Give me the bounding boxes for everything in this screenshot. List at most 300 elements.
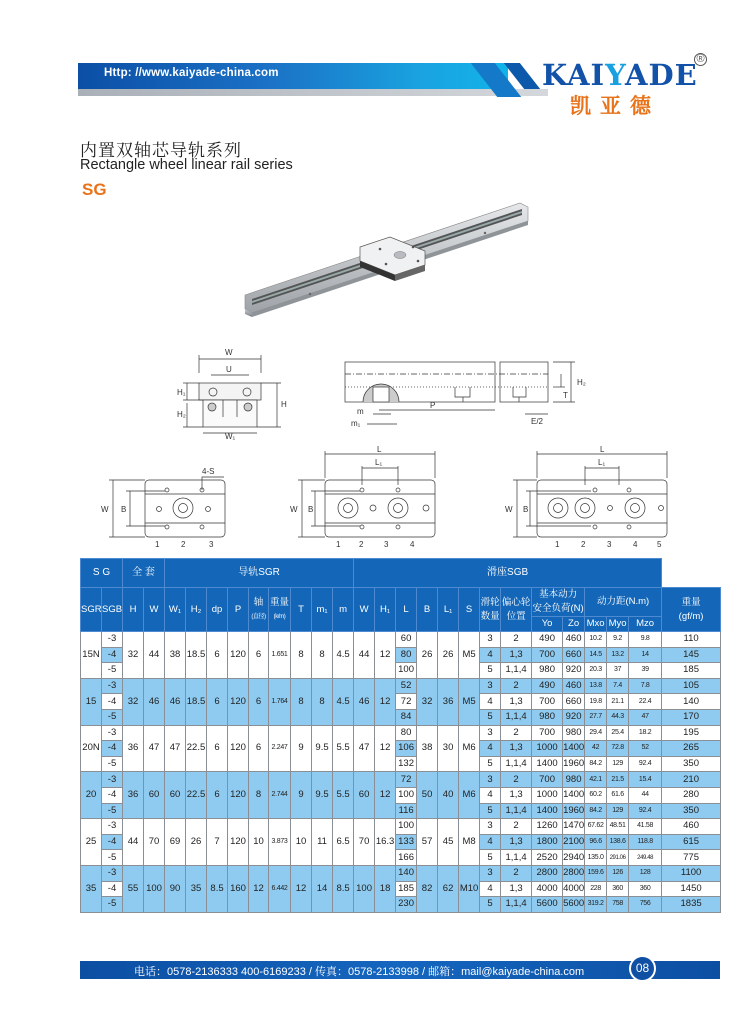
table-cell: 84.2 <box>585 756 607 772</box>
table-cell: 9 <box>291 772 312 819</box>
table-cell: 110 <box>662 632 721 648</box>
table-cell: 47 <box>165 725 186 772</box>
table-cell: 9 <box>291 725 312 772</box>
header-block: 滑座SGB <box>354 559 662 588</box>
col-sgb: SGB <box>102 588 123 632</box>
table-cell: 25 <box>81 819 102 866</box>
table-cell: 9.5 <box>312 772 333 819</box>
table-cell: 1,3 <box>501 881 532 897</box>
table-cell: 84 <box>396 709 417 725</box>
table-cell: 60 <box>354 772 375 819</box>
table-cell: 32 <box>417 678 438 725</box>
logo-text-accent: Y <box>605 58 625 92</box>
table-cell: 46 <box>354 678 375 725</box>
table-cell: 12 <box>291 865 312 912</box>
col-wheels-label: 滑轮 <box>480 596 500 608</box>
col-moment: 动力距(N.m) <box>585 588 662 617</box>
col-load-sub: 安全负荷(N) <box>532 603 584 614</box>
table-cell: 1835 <box>662 897 721 913</box>
table-cell: 13.2 <box>607 647 629 663</box>
registered-mark-icon: ® <box>694 53 707 66</box>
svg-text:H₁: H₁ <box>177 388 186 397</box>
table-cell: 39 <box>629 663 662 679</box>
table-cell: 62 <box>438 865 459 912</box>
svg-text:T: T <box>563 391 568 400</box>
table-cell: 10 <box>291 819 312 866</box>
table-cell: 36 <box>123 725 144 772</box>
table-cell: M5 <box>459 678 480 725</box>
table-cell: 8 <box>291 678 312 725</box>
col-h: H <box>123 588 144 632</box>
side-view-drawing <box>335 352 605 432</box>
col-m: m <box>333 588 354 632</box>
svg-text:B: B <box>308 505 314 514</box>
svg-text:5: 5 <box>657 540 662 549</box>
table-cell: 67.62 <box>585 819 607 835</box>
product-rail-image <box>240 195 540 320</box>
table-cell: 3 <box>480 865 501 881</box>
col-t: T <box>291 588 312 632</box>
table-cell: 166 <box>396 850 417 866</box>
table-cell: 129 <box>607 803 629 819</box>
col-eccentric <box>501 588 532 632</box>
table-cell: 8 <box>312 678 333 725</box>
col-mzo: Mzo <box>629 617 662 632</box>
table-cell: 18.5 <box>186 632 207 679</box>
table-cell: 100 <box>396 787 417 803</box>
table-cell: 15N <box>81 632 102 679</box>
col-weight <box>269 588 291 632</box>
table-cell: -4 <box>102 694 123 710</box>
table-cell: 1000 <box>532 741 563 757</box>
table-cell: 120 <box>228 772 249 819</box>
svg-text:W₁: W₁ <box>225 432 236 441</box>
table-cell: 3 <box>480 819 501 835</box>
table-cell: -5 <box>102 756 123 772</box>
table-cell: 280 <box>662 787 721 803</box>
table-cell: -5 <box>102 709 123 725</box>
svg-text:1: 1 <box>155 540 160 549</box>
table-cell: 170 <box>662 709 721 725</box>
table-cell: -4 <box>102 881 123 897</box>
table-cell: 5.5 <box>333 725 354 772</box>
table-cell: 1800 <box>532 834 563 850</box>
table-cell: 980 <box>563 725 585 741</box>
svg-text:W: W <box>101 505 109 514</box>
table-cell: 21.5 <box>607 772 629 788</box>
table-cell: 105 <box>662 678 721 694</box>
table-cell: 10.2 <box>585 632 607 648</box>
table-cell: 12 <box>375 772 396 819</box>
table-cell: 980 <box>532 709 563 725</box>
table-cell: 140 <box>396 865 417 881</box>
table-cell: 1400 <box>532 756 563 772</box>
table-cell: 1,1,4 <box>501 803 532 819</box>
table-row <box>81 865 721 881</box>
table-cell: 5.5 <box>333 772 354 819</box>
table-row <box>81 678 721 694</box>
table-cell: 14.5 <box>585 647 607 663</box>
table-cell: 8.5 <box>207 865 228 912</box>
table-cell: 700 <box>532 647 563 663</box>
table-cell: 6.5 <box>333 819 354 866</box>
col-s: S <box>459 588 480 632</box>
table-cell: 19.8 <box>585 694 607 710</box>
table-cell: 4 <box>480 834 501 850</box>
table-cell: 8 <box>249 772 269 819</box>
table-cell: 5600 <box>563 897 585 913</box>
table-cell: 40 <box>438 772 459 819</box>
table-cell: 249.48 <box>629 850 662 866</box>
table-cell: 1,1,4 <box>501 663 532 679</box>
table-cell: 12 <box>375 632 396 679</box>
table-cell: 18.2 <box>629 725 662 741</box>
col-b: B <box>417 588 438 632</box>
table-cell: 70 <box>144 819 165 866</box>
table-cell: 16.3 <box>375 819 396 866</box>
col-eccentric-label: 偏心轮 <box>501 596 531 608</box>
table-cell: 6 <box>207 678 228 725</box>
table-cell: 2 <box>501 772 532 788</box>
table-cell: 118.8 <box>629 834 662 850</box>
table-cell: 32 <box>123 632 144 679</box>
table-cell: 7.4 <box>607 678 629 694</box>
table-cell: 490 <box>532 678 563 694</box>
table-cell: 70 <box>354 819 375 866</box>
header-rail: 导轨SGR <box>165 559 354 588</box>
table-cell: 96.6 <box>585 834 607 850</box>
col-h1: H₁ <box>375 588 396 632</box>
table-cell: 1.764 <box>269 678 291 725</box>
table-cell: 72 <box>396 694 417 710</box>
table-cell: 46 <box>144 678 165 725</box>
table-cell: 106 <box>396 741 417 757</box>
header-full-set: 全 套 <box>123 559 165 588</box>
table-cell: 700 <box>532 725 563 741</box>
table-cell: 42 <box>585 741 607 757</box>
table-cell: 38 <box>165 632 186 679</box>
table-cell: 6 <box>249 725 269 772</box>
table-cell: 35 <box>186 865 207 912</box>
table-cell: 210 <box>662 772 721 788</box>
svg-text:4: 4 <box>633 540 638 549</box>
table-cell: 2940 <box>563 850 585 866</box>
table-cell: 1,3 <box>501 787 532 803</box>
table-cell: 135.0 <box>585 850 607 866</box>
table-cell: 291.06 <box>607 850 629 866</box>
table-cell: 44 <box>354 632 375 679</box>
table-cell: 60 <box>165 772 186 819</box>
table-cell: 52 <box>396 678 417 694</box>
table-cell: 2 <box>501 725 532 741</box>
table-cell: 80 <box>396 725 417 741</box>
table-cell: 1450 <box>662 881 721 897</box>
table-cell: -3 <box>102 725 123 741</box>
table-cell: 11 <box>312 819 333 866</box>
table-cell: 32 <box>123 678 144 725</box>
table-cell: 350 <box>662 756 721 772</box>
spec-table <box>80 558 721 913</box>
table-cell: 22.5 <box>186 772 207 819</box>
page-title-en: Rectangle wheel linear rail series <box>80 157 293 173</box>
col-load <box>532 588 585 617</box>
table-cell: 1960 <box>563 803 585 819</box>
top-view-5-wheel-drawing <box>495 445 680 550</box>
table-cell: 3 <box>480 632 501 648</box>
table-cell: 9.2 <box>607 632 629 648</box>
table-cell: 1,1,4 <box>501 850 532 866</box>
top-view-4-wheel-drawing <box>290 445 450 550</box>
table-cell: 92.4 <box>629 756 662 772</box>
table-cell: 145 <box>662 647 721 663</box>
table-cell: 228 <box>585 881 607 897</box>
col-block-weight-sub: (gf/m) <box>678 610 704 622</box>
table-cell: 60 <box>396 632 417 648</box>
table-cell: 4 <box>480 787 501 803</box>
table-cell: 18 <box>375 865 396 912</box>
table-cell: 44 <box>629 787 662 803</box>
table-cell: 57 <box>417 819 438 866</box>
table-cell: 20.3 <box>585 663 607 679</box>
svg-text:3: 3 <box>209 540 214 549</box>
table-cell: 12 <box>249 865 269 912</box>
col-shaft-label: 轴 <box>253 596 264 608</box>
table-cell: 3 <box>480 678 501 694</box>
table-cell: 20N <box>81 725 102 772</box>
col-mxo: Mxo <box>585 617 607 632</box>
table-cell: 100 <box>144 865 165 912</box>
table-cell: 319.2 <box>585 897 607 913</box>
table-cell: 128 <box>629 865 662 881</box>
table-cell: 1,1,4 <box>501 756 532 772</box>
table-cell: 4 <box>480 647 501 663</box>
table-cell: 8 <box>291 632 312 679</box>
svg-text:H₂: H₂ <box>577 378 586 387</box>
table-cell: M8 <box>459 819 480 866</box>
table-cell: 21.1 <box>607 694 629 710</box>
col-w1: W₁ <box>165 588 186 632</box>
top-view-3-wheel-drawing <box>95 460 235 550</box>
table-cell: 3.873 <box>269 819 291 866</box>
table-cell: 15 <box>81 678 102 725</box>
table-row <box>81 819 721 835</box>
page-title-cn: 内置双轴芯导轨系列 <box>80 141 242 160</box>
table-cell: 1400 <box>563 741 585 757</box>
table-cell: M5 <box>459 632 480 679</box>
table-cell: 460 <box>563 632 585 648</box>
brand-logo-cn: 凯亚德 <box>570 95 660 118</box>
table-cell: 2800 <box>563 865 585 881</box>
table-cell: 22.4 <box>629 694 662 710</box>
table-cell: -3 <box>102 865 123 881</box>
svg-text:W: W <box>225 348 233 357</box>
table-cell: 8 <box>312 632 333 679</box>
table-cell: 47 <box>354 725 375 772</box>
table-cell: 185 <box>396 881 417 897</box>
col-shaft <box>249 588 269 632</box>
series-code: SG <box>82 180 107 199</box>
table-cell: 22.5 <box>186 725 207 772</box>
table-cell: 9.8 <box>629 632 662 648</box>
svg-text:L: L <box>600 445 605 454</box>
table-cell: -3 <box>102 772 123 788</box>
table-cell: 2 <box>501 819 532 835</box>
table-cell: 72 <box>396 772 417 788</box>
col-block-w: W <box>354 588 375 632</box>
table-cell: 230 <box>396 897 417 913</box>
table-cell: -5 <box>102 897 123 913</box>
table-cell: 45 <box>438 819 459 866</box>
svg-text:B: B <box>121 505 127 514</box>
table-cell: -5 <box>102 850 123 866</box>
svg-text:P: P <box>430 401 436 410</box>
table-cell: 2 <box>501 865 532 881</box>
table-cell: -3 <box>102 678 123 694</box>
table-cell: 6 <box>249 678 269 725</box>
table-cell: 26 <box>438 632 459 679</box>
svg-text:m₁: m₁ <box>351 419 361 428</box>
table-cell: 2 <box>501 632 532 648</box>
table-cell: 7 <box>207 819 228 866</box>
footer-contact: 电话：0578-2136333 400-6169233 / 传真：0578-2133998 / 邮箱：mail@kaiyade-china.com <box>134 966 585 978</box>
table-cell: 1,1,4 <box>501 709 532 725</box>
col-sgr: SGR <box>81 588 102 632</box>
col-shaft-sub: (直径) <box>251 613 266 620</box>
table-cell: 80 <box>396 647 417 663</box>
svg-text:3: 3 <box>607 540 612 549</box>
table-cell: 6 <box>249 632 269 679</box>
col-wheels <box>480 588 501 632</box>
table-cell: 48.51 <box>607 819 629 835</box>
table-cell: 4.5 <box>333 678 354 725</box>
table-cell: 660 <box>563 694 585 710</box>
table-cell: 4 <box>480 881 501 897</box>
table-cell: 1400 <box>563 787 585 803</box>
table-cell: -3 <box>102 632 123 648</box>
table-cell: 44.3 <box>607 709 629 725</box>
svg-text:1: 1 <box>555 540 560 549</box>
table-cell: 5 <box>480 850 501 866</box>
table-cell: 44 <box>144 632 165 679</box>
col-p: P <box>228 588 249 632</box>
table-cell: 5 <box>480 803 501 819</box>
svg-text:3: 3 <box>384 540 389 549</box>
table-cell: -4 <box>102 834 123 850</box>
table-cell: 30 <box>438 725 459 772</box>
table-cell: 5 <box>480 897 501 913</box>
table-cell: 14 <box>629 647 662 663</box>
table-cell: 490 <box>532 632 563 648</box>
col-dp: dp <box>207 588 228 632</box>
table-cell: 55 <box>123 865 144 912</box>
table-cell: 46 <box>165 678 186 725</box>
table-cell: 350 <box>662 803 721 819</box>
table-row <box>81 725 721 741</box>
table-cell: 38 <box>417 725 438 772</box>
svg-text:H₂: H₂ <box>177 410 186 419</box>
table-cell: 29.4 <box>585 725 607 741</box>
table-cell: 36 <box>123 772 144 819</box>
col-eccentric-sub: 位置 <box>506 610 526 622</box>
table-cell: 195 <box>662 725 721 741</box>
svg-text:m: m <box>357 407 364 416</box>
svg-text:2: 2 <box>581 540 586 549</box>
table-cell: 132 <box>396 756 417 772</box>
website-url[interactable]: Http: //www.kaiyade-china.com <box>104 67 279 79</box>
table-cell: M6 <box>459 725 480 772</box>
table-cell: 2100 <box>563 834 585 850</box>
col-block-weight-label: 重量 <box>681 596 701 608</box>
table-cell: 13.8 <box>585 678 607 694</box>
table-cell: 2.247 <box>269 725 291 772</box>
table-cell: 3 <box>480 725 501 741</box>
col-wheels-sub: 数量 <box>480 610 500 622</box>
table-cell: -5 <box>102 663 123 679</box>
table-cell: 5 <box>480 663 501 679</box>
svg-text:2: 2 <box>359 540 364 549</box>
table-cell: 4000 <box>532 881 563 897</box>
col-l1: L₁ <box>438 588 459 632</box>
table-cell: 120 <box>228 632 249 679</box>
svg-text:L₁: L₁ <box>598 458 606 467</box>
table-cell: 6.442 <box>269 865 291 912</box>
table-cell: -4 <box>102 787 123 803</box>
svg-text:E/2: E/2 <box>531 417 544 426</box>
table-cell: 133 <box>396 834 417 850</box>
table-cell: 1400 <box>532 803 563 819</box>
table-cell: 775 <box>662 850 721 866</box>
svg-text:L: L <box>377 445 382 454</box>
table-cell: 120 <box>228 819 249 866</box>
col-block-weight <box>662 588 721 632</box>
svg-text:4-S: 4-S <box>202 467 215 476</box>
brand-logo <box>542 58 698 92</box>
svg-text:L₁: L₁ <box>375 458 383 467</box>
table-cell: 7.8 <box>629 678 662 694</box>
table-cell: 35 <box>81 865 102 912</box>
table-cell: 26 <box>186 819 207 866</box>
page-number: 08 <box>629 955 656 982</box>
table-cell: 1,3 <box>501 694 532 710</box>
table-cell: 138.6 <box>607 834 629 850</box>
col-h2: H₂ <box>186 588 207 632</box>
table-cell: 9.5 <box>312 725 333 772</box>
svg-text:W: W <box>505 505 513 514</box>
header-banner-shadow <box>78 89 548 96</box>
table-cell: 4000 <box>563 881 585 897</box>
col-myo: Myo <box>607 617 629 632</box>
table-cell: 92.4 <box>629 803 662 819</box>
table-cell: 120 <box>228 725 249 772</box>
table-cell: 100 <box>396 663 417 679</box>
svg-text:4: 4 <box>410 540 415 549</box>
col-yo: Yo <box>532 617 563 632</box>
table-cell: 82 <box>417 865 438 912</box>
table-cell: 1,3 <box>501 647 532 663</box>
col-m1: m₁ <box>312 588 333 632</box>
table-cell: 84.2 <box>585 803 607 819</box>
table-cell: 72.8 <box>607 741 629 757</box>
svg-text:W: W <box>290 505 298 514</box>
table-cell: 700 <box>532 694 563 710</box>
table-cell: 26 <box>417 632 438 679</box>
spec-table-body <box>81 632 721 913</box>
table-cell: 129 <box>607 756 629 772</box>
table-cell: 37 <box>607 663 629 679</box>
table-cell: 700 <box>532 772 563 788</box>
table-cell: 460 <box>563 678 585 694</box>
table-cell: 60 <box>144 772 165 819</box>
